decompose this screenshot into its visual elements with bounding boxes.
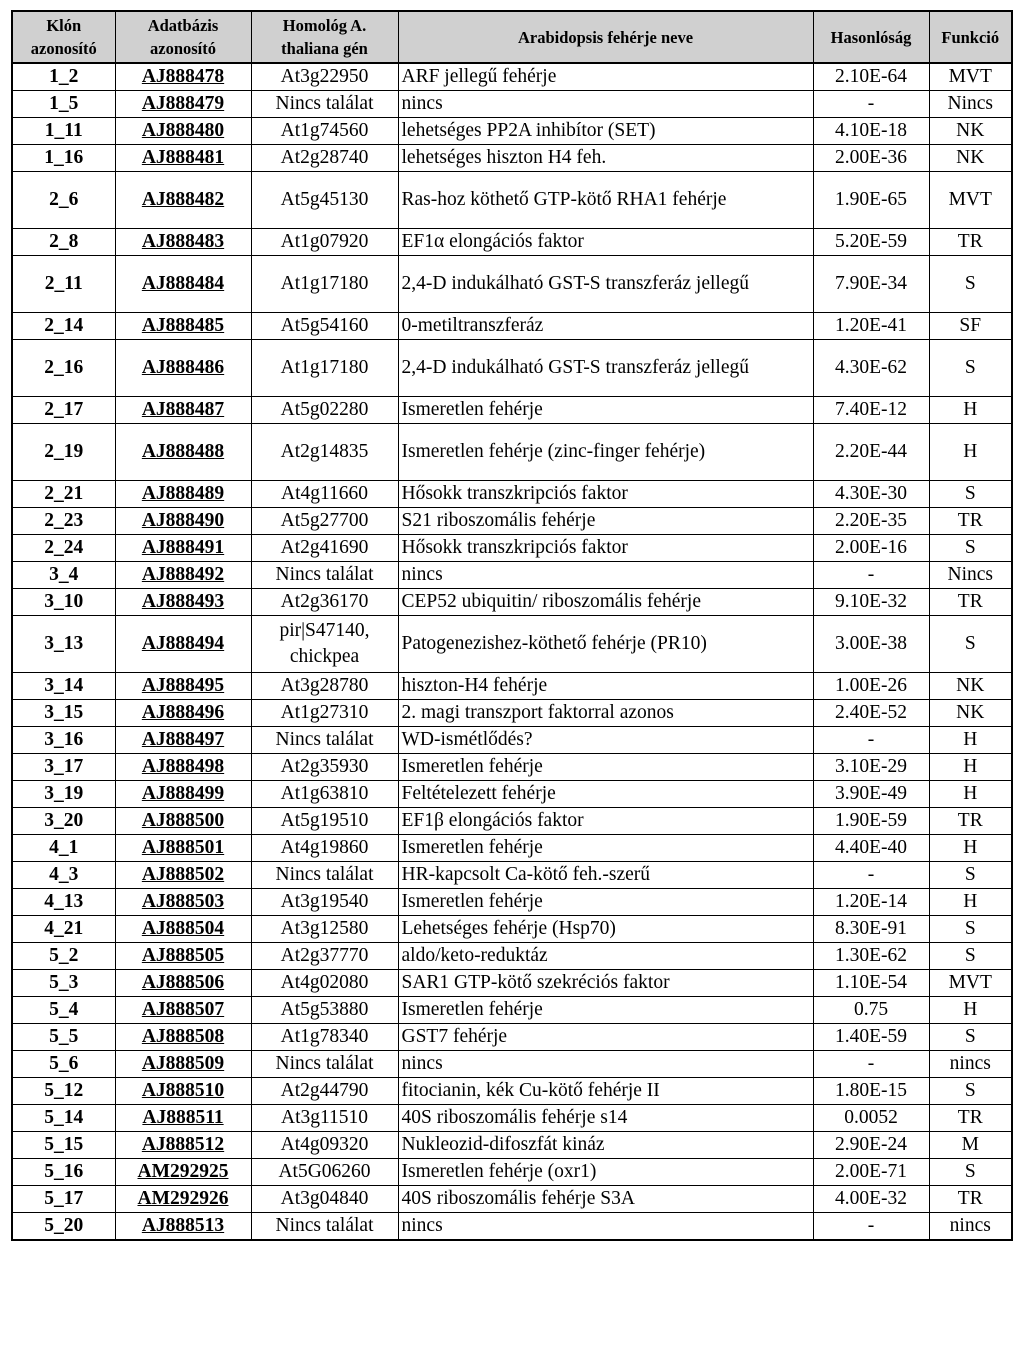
clone-id-cell: 2_21 [12, 481, 115, 508]
similarity-cell: 4.40E-40 [813, 835, 929, 862]
protein-name-cell: nincs [398, 1051, 813, 1078]
accession-link[interactable]: AJ888496 [115, 700, 251, 727]
accession-link[interactable]: AJ888501 [115, 835, 251, 862]
accession-link[interactable]: AJ888504 [115, 916, 251, 943]
protein-name-cell: Ismeretlen fehérje [398, 889, 813, 916]
protein-name-cell: Hősokk transzkripciós faktor [398, 535, 813, 562]
similarity-cell: 2.40E-52 [813, 700, 929, 727]
table-row [12, 1024, 1012, 1051]
clone-id-cell: 5_4 [12, 997, 115, 1024]
clone-id-cell: 2_8 [12, 229, 115, 256]
similarity-cell: 7.90E-34 [813, 256, 929, 313]
homolog-gene-cell: Nincs találat [251, 1051, 398, 1078]
clone-id-cell: 4_3 [12, 862, 115, 889]
homolog-gene-cell: At4g02080 [251, 970, 398, 997]
table-row [12, 1051, 1012, 1078]
protein-name-cell: Ismeretlen fehérje [398, 397, 813, 424]
clone-id-cell: 2_11 [12, 256, 115, 313]
table-row [12, 616, 1012, 673]
table-row [12, 1105, 1012, 1132]
similarity-cell: 1.30E-62 [813, 943, 929, 970]
similarity-cell: - [813, 727, 929, 754]
table-row [12, 1078, 1012, 1105]
table-row [12, 589, 1012, 616]
accession-link[interactable]: AJ888486 [115, 340, 251, 397]
function-cell: Nincs [929, 91, 1012, 118]
clone-id-cell: 5_16 [12, 1159, 115, 1186]
clone-id-cell: 5_2 [12, 943, 115, 970]
homolog-gene-cell: At3g04840 [251, 1186, 398, 1213]
table-row [12, 835, 1012, 862]
table-row [12, 508, 1012, 535]
similarity-cell: 2.90E-24 [813, 1132, 929, 1159]
function-cell: H [929, 754, 1012, 781]
function-cell: S [929, 616, 1012, 673]
accession-link[interactable]: AJ888506 [115, 970, 251, 997]
table-row [12, 313, 1012, 340]
clone-id-cell: 3_16 [12, 727, 115, 754]
accession-link[interactable]: AJ888488 [115, 424, 251, 481]
similarity-cell: - [813, 1213, 929, 1241]
function-cell: S [929, 1159, 1012, 1186]
function-cell: NK [929, 673, 1012, 700]
accession-link[interactable]: AJ888480 [115, 118, 251, 145]
function-cell: S [929, 943, 1012, 970]
homolog-gene-cell: At4g19860 [251, 835, 398, 862]
similarity-cell: 2.20E-44 [813, 424, 929, 481]
table-row [12, 754, 1012, 781]
similarity-cell: 2.20E-35 [813, 508, 929, 535]
clone-id-cell: 3_10 [12, 589, 115, 616]
header-database-id: Adatbázis azonosító [115, 11, 251, 63]
clone-id-cell: 2_19 [12, 424, 115, 481]
protein-name-cell: 40S riboszomális fehérje S3A [398, 1186, 813, 1213]
table-row [12, 916, 1012, 943]
similarity-cell: 1.20E-41 [813, 313, 929, 340]
function-cell: S [929, 1078, 1012, 1105]
function-cell: NK [929, 145, 1012, 172]
protein-name-cell: fitocianin, kék Cu-kötő fehérje II [398, 1078, 813, 1105]
clone-id-cell: 2_23 [12, 508, 115, 535]
header-clone-id: Klón azonosító [12, 11, 115, 63]
protein-name-cell: nincs [398, 1213, 813, 1241]
similarity-cell: 2.10E-64 [813, 63, 929, 91]
protein-name-cell: 2,4-D indukálható GST-S transzferáz jellegű [398, 256, 813, 313]
function-cell: H [929, 835, 1012, 862]
homolog-gene-cell: At2g35930 [251, 754, 398, 781]
homolog-gene-cell: At2g28740 [251, 145, 398, 172]
protein-name-cell: Ismeretlen fehérje [398, 754, 813, 781]
protein-name-cell: lehetséges hiszton H4 feh. [398, 145, 813, 172]
homolog-gene-cell: pir|S47140, chickpea [251, 616, 398, 673]
protein-name-cell: 0-metiltranszferáz [398, 313, 813, 340]
similarity-cell: 1.20E-14 [813, 889, 929, 916]
table-row [12, 727, 1012, 754]
accession-link[interactable]: AJ888494 [115, 616, 251, 673]
function-cell: MVT [929, 970, 1012, 997]
clone-id-cell: 2_24 [12, 535, 115, 562]
protein-name-cell: Ismeretlen fehérje (zinc-finger fehérje) [398, 424, 813, 481]
homolog-gene-cell: At1g17180 [251, 340, 398, 397]
similarity-cell: 1.40E-59 [813, 1024, 929, 1051]
table-row [12, 118, 1012, 145]
homolog-gene-cell: At3g12580 [251, 916, 398, 943]
function-cell: NK [929, 700, 1012, 727]
similarity-cell: - [813, 91, 929, 118]
accession-link[interactable]: AJ888482 [115, 172, 251, 229]
function-cell: S [929, 340, 1012, 397]
homolog-gene-cell: At5g54160 [251, 313, 398, 340]
header-row [12, 11, 1012, 63]
function-cell: TR [929, 808, 1012, 835]
table-row [12, 808, 1012, 835]
protein-name-cell: 40S riboszomális fehérje s14 [398, 1105, 813, 1132]
function-cell: M [929, 1132, 1012, 1159]
protein-name-cell: hiszton-H4 fehérje [398, 673, 813, 700]
homolog-gene-cell: At5g02280 [251, 397, 398, 424]
homolog-gene-cell: Nincs találat [251, 1213, 398, 1241]
homolog-gene-cell: At5G06260 [251, 1159, 398, 1186]
accession-link[interactable]: AM292926 [115, 1186, 251, 1213]
table-row [12, 1186, 1012, 1213]
homolog-gene-cell: Nincs találat [251, 862, 398, 889]
homolog-gene-cell: Nincs találat [251, 562, 398, 589]
table-row [12, 700, 1012, 727]
function-cell: nincs [929, 1213, 1012, 1241]
similarity-cell: 1.90E-65 [813, 172, 929, 229]
homolog-gene-cell: At3g11510 [251, 1105, 398, 1132]
protein-name-cell: EF1β elongációs faktor [398, 808, 813, 835]
clone-id-cell: 1_2 [12, 63, 115, 91]
homolog-gene-cell: Nincs találat [251, 727, 398, 754]
clone-id-cell: 5_15 [12, 1132, 115, 1159]
protein-name-cell: nincs [398, 562, 813, 589]
homolog-gene-cell: At1g74560 [251, 118, 398, 145]
similarity-cell: 3.00E-38 [813, 616, 929, 673]
protein-name-cell: WD-ismétlődés? [398, 727, 813, 754]
clone-id-cell: 1_11 [12, 118, 115, 145]
homolog-gene-cell: At1g07920 [251, 229, 398, 256]
protein-name-cell: Feltételezett fehérje [398, 781, 813, 808]
table-row [12, 397, 1012, 424]
protein-name-cell: lehetséges PP2A inhibítor (SET) [398, 118, 813, 145]
homolog-gene-cell: At3g22950 [251, 63, 398, 91]
clone-id-cell: 5_12 [12, 1078, 115, 1105]
table-row [12, 172, 1012, 229]
similarity-cell: - [813, 862, 929, 889]
function-cell: S [929, 862, 1012, 889]
table-row [12, 535, 1012, 562]
function-cell: H [929, 889, 1012, 916]
protein-name-cell: GST7 fehérje [398, 1024, 813, 1051]
protein-name-cell: aldo/keto-reduktáz [398, 943, 813, 970]
function-cell: SF [929, 313, 1012, 340]
function-cell: H [929, 727, 1012, 754]
clone-id-cell: 3_15 [12, 700, 115, 727]
header-similarity: Hasonlóság [813, 11, 929, 63]
table-row [12, 862, 1012, 889]
homolog-gene-cell: At3g28780 [251, 673, 398, 700]
homolog-gene-cell: At1g78340 [251, 1024, 398, 1051]
homolog-gene-cell: At2g36170 [251, 589, 398, 616]
accession-link[interactable]: AJ888485 [115, 313, 251, 340]
header-function: Funkció [929, 11, 1012, 63]
homolog-gene-cell: At5g19510 [251, 808, 398, 835]
function-cell: S [929, 1024, 1012, 1051]
accession-link[interactable]: AJ888493 [115, 589, 251, 616]
clone-id-cell: 5_6 [12, 1051, 115, 1078]
protein-name-cell: nincs [398, 91, 813, 118]
clone-id-cell: 2_16 [12, 340, 115, 397]
table-row [12, 1159, 1012, 1186]
protein-name-cell: S21 riboszomális fehérje [398, 508, 813, 535]
protein-name-cell: Nukleozid-difoszfát kináz [398, 1132, 813, 1159]
table-row [12, 145, 1012, 172]
accession-link[interactable]: AJ888491 [115, 535, 251, 562]
function-cell: Nincs [929, 562, 1012, 589]
accession-link[interactable]: AJ888511 [115, 1105, 251, 1132]
function-cell: H [929, 781, 1012, 808]
accession-link[interactable]: AJ888499 [115, 781, 251, 808]
table-row [12, 229, 1012, 256]
homolog-gene-cell: At4g11660 [251, 481, 398, 508]
accession-link[interactable]: AJ888505 [115, 943, 251, 970]
accession-link[interactable]: AJ888487 [115, 397, 251, 424]
protein-name-cell: Hősokk transzkripciós faktor [398, 481, 813, 508]
accession-link[interactable]: AJ888509 [115, 1051, 251, 1078]
protein-name-cell: Ras-hoz köthető GTP-kötő RHA1 fehérje [398, 172, 813, 229]
table-row [12, 997, 1012, 1024]
similarity-cell: 1.80E-15 [813, 1078, 929, 1105]
homolog-gene-cell: At2g41690 [251, 535, 398, 562]
table-row [12, 673, 1012, 700]
table-row [12, 481, 1012, 508]
function-cell: TR [929, 589, 1012, 616]
table-row [12, 562, 1012, 589]
similarity-cell: 4.10E-18 [813, 118, 929, 145]
protein-name-cell: HR-kapcsolt Ca-kötő feh.-szerű [398, 862, 813, 889]
accession-link[interactable]: AJ888489 [115, 481, 251, 508]
function-cell: TR [929, 508, 1012, 535]
clone-id-cell: 2_17 [12, 397, 115, 424]
header-protein-name: Arabidopsis fehérje neve [398, 11, 813, 63]
function-cell: MVT [929, 63, 1012, 91]
homolog-gene-cell: Nincs találat [251, 91, 398, 118]
similarity-cell: - [813, 1051, 929, 1078]
accession-link[interactable]: AJ888479 [115, 91, 251, 118]
accession-link[interactable]: AJ888483 [115, 229, 251, 256]
clone-id-cell: 3_20 [12, 808, 115, 835]
clone-id-cell: 5_14 [12, 1105, 115, 1132]
function-cell: MVT [929, 172, 1012, 229]
homolog-gene-cell: At5g27700 [251, 508, 398, 535]
clone-id-cell: 4_1 [12, 835, 115, 862]
accession-link[interactable]: AJ888513 [115, 1213, 251, 1241]
function-cell: TR [929, 229, 1012, 256]
table-row [12, 1132, 1012, 1159]
clone-id-cell: 3_4 [12, 562, 115, 589]
table-row [12, 943, 1012, 970]
similarity-cell: 4.00E-32 [813, 1186, 929, 1213]
clone-id-cell: 2_14 [12, 313, 115, 340]
table-row [12, 1213, 1012, 1241]
accession-link[interactable]: AJ888492 [115, 562, 251, 589]
protein-name-cell: Ismeretlen fehérje [398, 835, 813, 862]
function-cell: S [929, 481, 1012, 508]
accession-link[interactable]: AJ888507 [115, 997, 251, 1024]
protein-name-cell: ARF jellegű fehérje [398, 63, 813, 91]
homolog-gene-cell: At2g37770 [251, 943, 398, 970]
accession-link[interactable]: AJ888490 [115, 508, 251, 535]
homolog-gene-cell: At1g27310 [251, 700, 398, 727]
similarity-cell: 1.00E-26 [813, 673, 929, 700]
function-cell: nincs [929, 1051, 1012, 1078]
protein-name-cell: 2,4-D indukálható GST-S transzferáz jellegű [398, 340, 813, 397]
function-cell: S [929, 256, 1012, 313]
accession-link[interactable]: AJ888478 [115, 63, 251, 91]
homolog-gene-cell: At1g63810 [251, 781, 398, 808]
table-row [12, 424, 1012, 481]
accession-link[interactable]: AJ888481 [115, 145, 251, 172]
protein-name-cell: Ismeretlen fehérje (oxr1) [398, 1159, 813, 1186]
clone-id-cell: 5_3 [12, 970, 115, 997]
table-row [12, 91, 1012, 118]
clone-id-cell: 5_17 [12, 1186, 115, 1213]
clone-id-cell: 4_21 [12, 916, 115, 943]
similarity-cell: 2.00E-36 [813, 145, 929, 172]
accession-link[interactable]: AJ888484 [115, 256, 251, 313]
homolog-gene-cell: At5g45130 [251, 172, 398, 229]
accession-link[interactable]: AJ888495 [115, 673, 251, 700]
protein-name-cell: Ismeretlen fehérje [398, 997, 813, 1024]
clone-id-cell: 3_19 [12, 781, 115, 808]
accession-link[interactable]: AJ888498 [115, 754, 251, 781]
homolog-gene-cell: At3g19540 [251, 889, 398, 916]
similarity-cell: 4.30E-30 [813, 481, 929, 508]
clone-id-cell: 3_13 [12, 616, 115, 673]
similarity-cell: 8.30E-91 [813, 916, 929, 943]
function-cell: S [929, 916, 1012, 943]
accession-link[interactable]: AJ888510 [115, 1078, 251, 1105]
function-cell: NK [929, 118, 1012, 145]
protein-name-cell: CEP52 ubiquitin/ riboszomális fehérje [398, 589, 813, 616]
accession-link[interactable]: AJ888502 [115, 862, 251, 889]
function-cell: H [929, 424, 1012, 481]
homolog-gene-cell: At2g14835 [251, 424, 398, 481]
function-cell: S [929, 535, 1012, 562]
protein-name-cell: 2. magi transzport faktorral azonos [398, 700, 813, 727]
protein-name-cell: SAR1 GTP-kötő szekréciós faktor [398, 970, 813, 997]
similarity-cell: 5.20E-59 [813, 229, 929, 256]
clone-id-cell: 2_6 [12, 172, 115, 229]
homolog-gene-cell: At4g09320 [251, 1132, 398, 1159]
protein-name-cell: Lehetséges fehérje (Hsp70) [398, 916, 813, 943]
protein-name-cell: EF1α elongációs faktor [398, 229, 813, 256]
similarity-cell: 2.00E-71 [813, 1159, 929, 1186]
protein-name-cell: Patogenezishez-köthető fehérje (PR10) [398, 616, 813, 673]
table-row [12, 256, 1012, 313]
accession-link[interactable]: AJ888500 [115, 808, 251, 835]
clone-id-cell: 3_17 [12, 754, 115, 781]
similarity-cell: 9.10E-32 [813, 589, 929, 616]
clone-table [11, 10, 1013, 1241]
clone-id-cell: 4_13 [12, 889, 115, 916]
homolog-gene-cell: At5g53880 [251, 997, 398, 1024]
function-cell: TR [929, 1105, 1012, 1132]
homolog-gene-cell: At1g17180 [251, 256, 398, 313]
table-row [12, 970, 1012, 997]
accession-link[interactable]: AJ888497 [115, 727, 251, 754]
table-row [12, 781, 1012, 808]
similarity-cell: 0.0052 [813, 1105, 929, 1132]
similarity-cell: - [813, 562, 929, 589]
table-row [12, 340, 1012, 397]
similarity-cell: 7.40E-12 [813, 397, 929, 424]
similarity-cell: 1.10E-54 [813, 970, 929, 997]
similarity-cell: 1.90E-59 [813, 808, 929, 835]
function-cell: H [929, 997, 1012, 1024]
similarity-cell: 0.75 [813, 997, 929, 1024]
homolog-gene-cell: At2g44790 [251, 1078, 398, 1105]
similarity-cell: 2.00E-16 [813, 535, 929, 562]
similarity-cell: 4.30E-62 [813, 340, 929, 397]
function-cell: TR [929, 1186, 1012, 1213]
table-row [12, 63, 1012, 91]
clone-id-cell: 5_20 [12, 1213, 115, 1241]
table-row [12, 889, 1012, 916]
accession-link[interactable]: AJ888512 [115, 1132, 251, 1159]
clone-id-cell: 3_14 [12, 673, 115, 700]
similarity-cell: 3.90E-49 [813, 781, 929, 808]
accession-link[interactable]: AJ888503 [115, 889, 251, 916]
header-homolog-gene: Homológ A. thaliana gén [251, 11, 398, 63]
clone-id-cell: 5_5 [12, 1024, 115, 1051]
table-body [12, 63, 1012, 1240]
accession-link[interactable]: AM292925 [115, 1159, 251, 1186]
similarity-cell: 3.10E-29 [813, 754, 929, 781]
clone-id-cell: 1_5 [12, 91, 115, 118]
function-cell: H [929, 397, 1012, 424]
clone-id-cell: 1_16 [12, 145, 115, 172]
accession-link[interactable]: AJ888508 [115, 1024, 251, 1051]
